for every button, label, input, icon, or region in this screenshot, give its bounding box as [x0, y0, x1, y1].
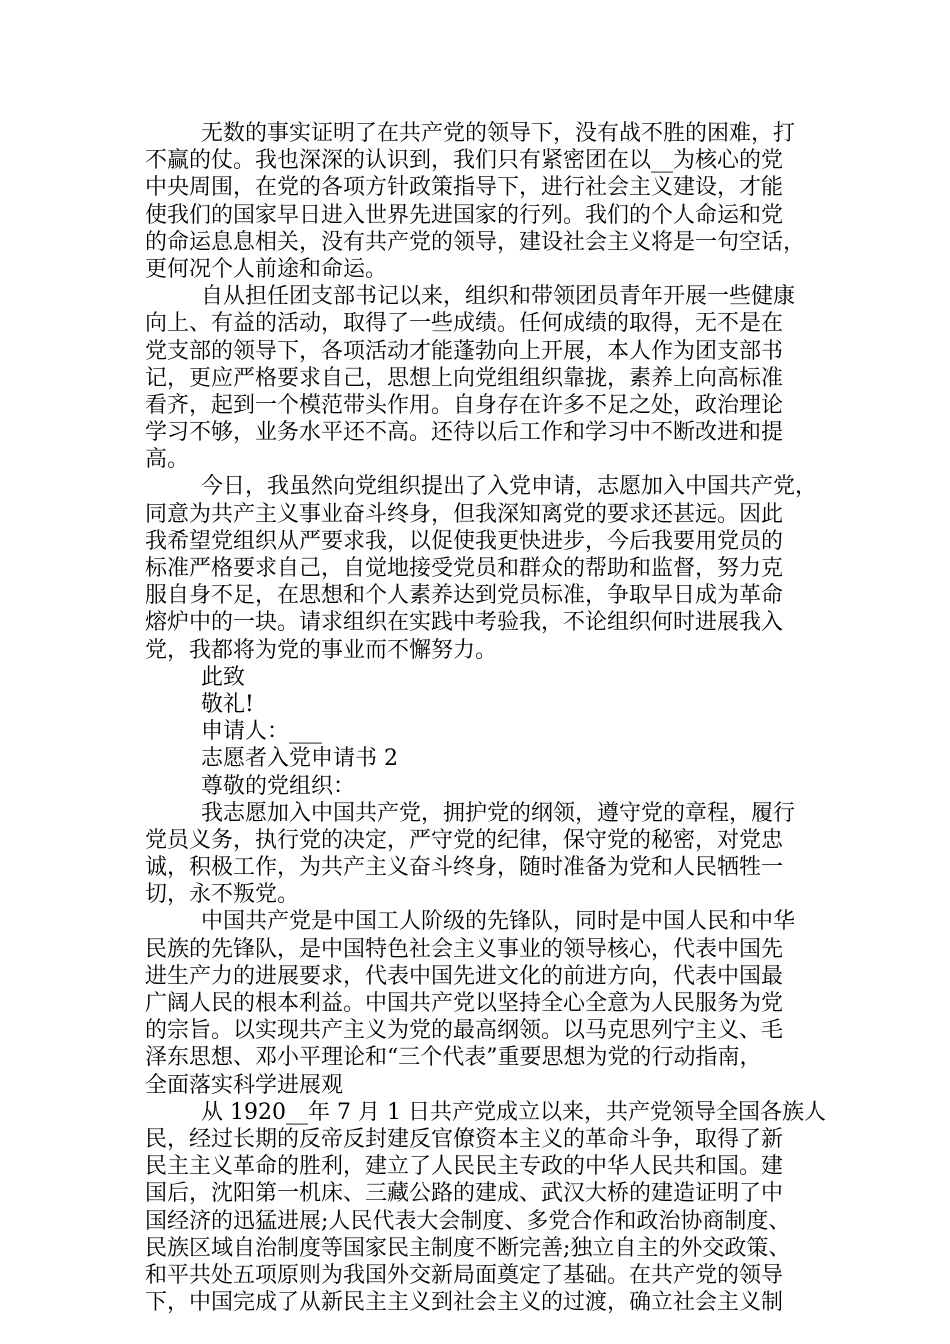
text-line: 无数的事实证明了在共产党的领导下，没有战不胜的困难，打 [201, 121, 796, 146]
text-line: 进生产力的进展要求，代表中国先进文化的前进方向，代表中国最 [145, 963, 784, 989]
text-line: 申请人：___ [201, 719, 323, 745]
text-line: 向上、有益的活动，取得了一些成绩。任何成绩的取得，无不是在 [145, 311, 784, 337]
text-line: 熔炉中的一块。请求组织在实践中考验我，不论组织何时进展我入 [145, 610, 784, 636]
text-line: 诚，积极工作，为共产主义奋斗终身，随时准备为党和人民牺牲一 [145, 855, 784, 881]
text-line: 同意为共产主义事业奋斗终身，但我深知离党的要求还甚远。因此 [145, 501, 784, 527]
text-line: 不赢的仗。我也深深的认识到，我们只有紧密团在以__为核心的党 [145, 148, 784, 174]
document-body [145, 120, 825, 1316]
text-line: 切，永不叛党。 [145, 882, 300, 908]
text-line: 国后，沈阳第一机床、三藏公路的建成、武汉大桥的建造证明了中 [145, 1181, 784, 1207]
text-line: 民族的先锋队，是中国特色社会主义事业的领导核心，代表中国先 [145, 936, 784, 962]
text-line: 下，中国完成了从新民主主义到社会主义的过渡，确立社会主义制 [145, 1290, 784, 1316]
text-line: 记，更应严格要求自己，思想上向党组组织靠拢，素养上向高标准 [145, 365, 784, 391]
text-line: 党员义务，执行党的决定，严守党的纪律，保守党的秘密，对党忠 [145, 827, 784, 853]
text-line: 民族区域自治制度等国家民主制度不断完善;独立自主的外交政策、 [145, 1235, 791, 1261]
text-line: 学习不够，业务水平还不高。还待以后工作和学习中不断改进和提 [145, 420, 784, 446]
text-line: 党，我都将为党的事业而不懈努力。 [145, 637, 498, 663]
text-line: 标准严格要求自己，自觉地接受党员和群众的帮助和监督，努力克 [145, 556, 784, 581]
text-line: 和平共处五项原则为我国外交新局面奠定了基础。在共产党的领导 [145, 1262, 784, 1288]
text-line: 我希望党组织从严要求我，以促使我更快进步，今后我要用党员的 [145, 528, 784, 554]
text-line: 从 1920__年 7 月 1 日共产党成立以来，共产党领导全国各族人 [201, 1099, 826, 1125]
text-line: 民主主义革命的胜利，建立了人民民主专政的中华人民共和国。建 [145, 1154, 784, 1180]
text-line: 敬礼! [201, 691, 254, 717]
text-line: 高。 [145, 447, 190, 473]
text-line: 党支部的领导下，各项活动才能蓬勃向上开展，本人作为团支部书 [145, 338, 784, 364]
text-line: 志愿者入党申请书 2 [201, 746, 398, 772]
text-line: 广阔人民的根本利益。中国共产党以坚持全心全意为人民服务为党 [145, 991, 784, 1016]
text-line: 尊敬的党组织： [201, 773, 356, 799]
text-line: 我志愿加入中国共产党，拥护党的纲领，遵守党的章程，履行 [201, 800, 796, 826]
text-line: 此致 [201, 664, 246, 690]
text-line: 民，经过长期的反帝反封建反官僚资本主义的革命斗争，取得了新 [145, 1126, 784, 1152]
text-line: 国经济的迅猛进展;人民代表大会制度、多党合作和政治协商制度、 [145, 1208, 791, 1234]
text-line: 泽东思想、邓小平理论和“三个代表”重要思想为党的行动指南， [145, 1045, 762, 1071]
text-line: 的宗旨。以实现共产主义为党的最高纲领。以马克思列宁主义、毛 [145, 1018, 784, 1044]
text-line: 全面落实科学进展观 [145, 1072, 344, 1098]
text-line: 中国共产党是中国工人阶级的先锋队，同时是中国人民和中华 [201, 909, 796, 935]
text-line: 服自身不足，在思想和个人素养达到党员标准，争取早日成为革命 [145, 583, 784, 609]
text-line: 使我们的国家早日进入世界先进国家的行列。我们的个人命运和党 [145, 202, 784, 228]
text-line: 中央周围，在党的各项方针政策指导下，进行社会主义建设，才能 [145, 175, 784, 201]
text-line: 的命运息息相关，没有共产党的领导，建设社会主义将是一句空话， [145, 229, 806, 255]
text-line: 更何况个人前途和命运。 [145, 256, 388, 282]
text-line: 自从担任团支部书记以来，组织和带领团员青年开展一些健康 [201, 284, 796, 310]
text-line: 今日，我虽然向党组织提出了入党申请，志愿加入中国共产党， [201, 474, 818, 500]
text-line: 看齐，起到一个模范带头作用。自身存在许多不足之处，政治理论 [145, 392, 784, 418]
